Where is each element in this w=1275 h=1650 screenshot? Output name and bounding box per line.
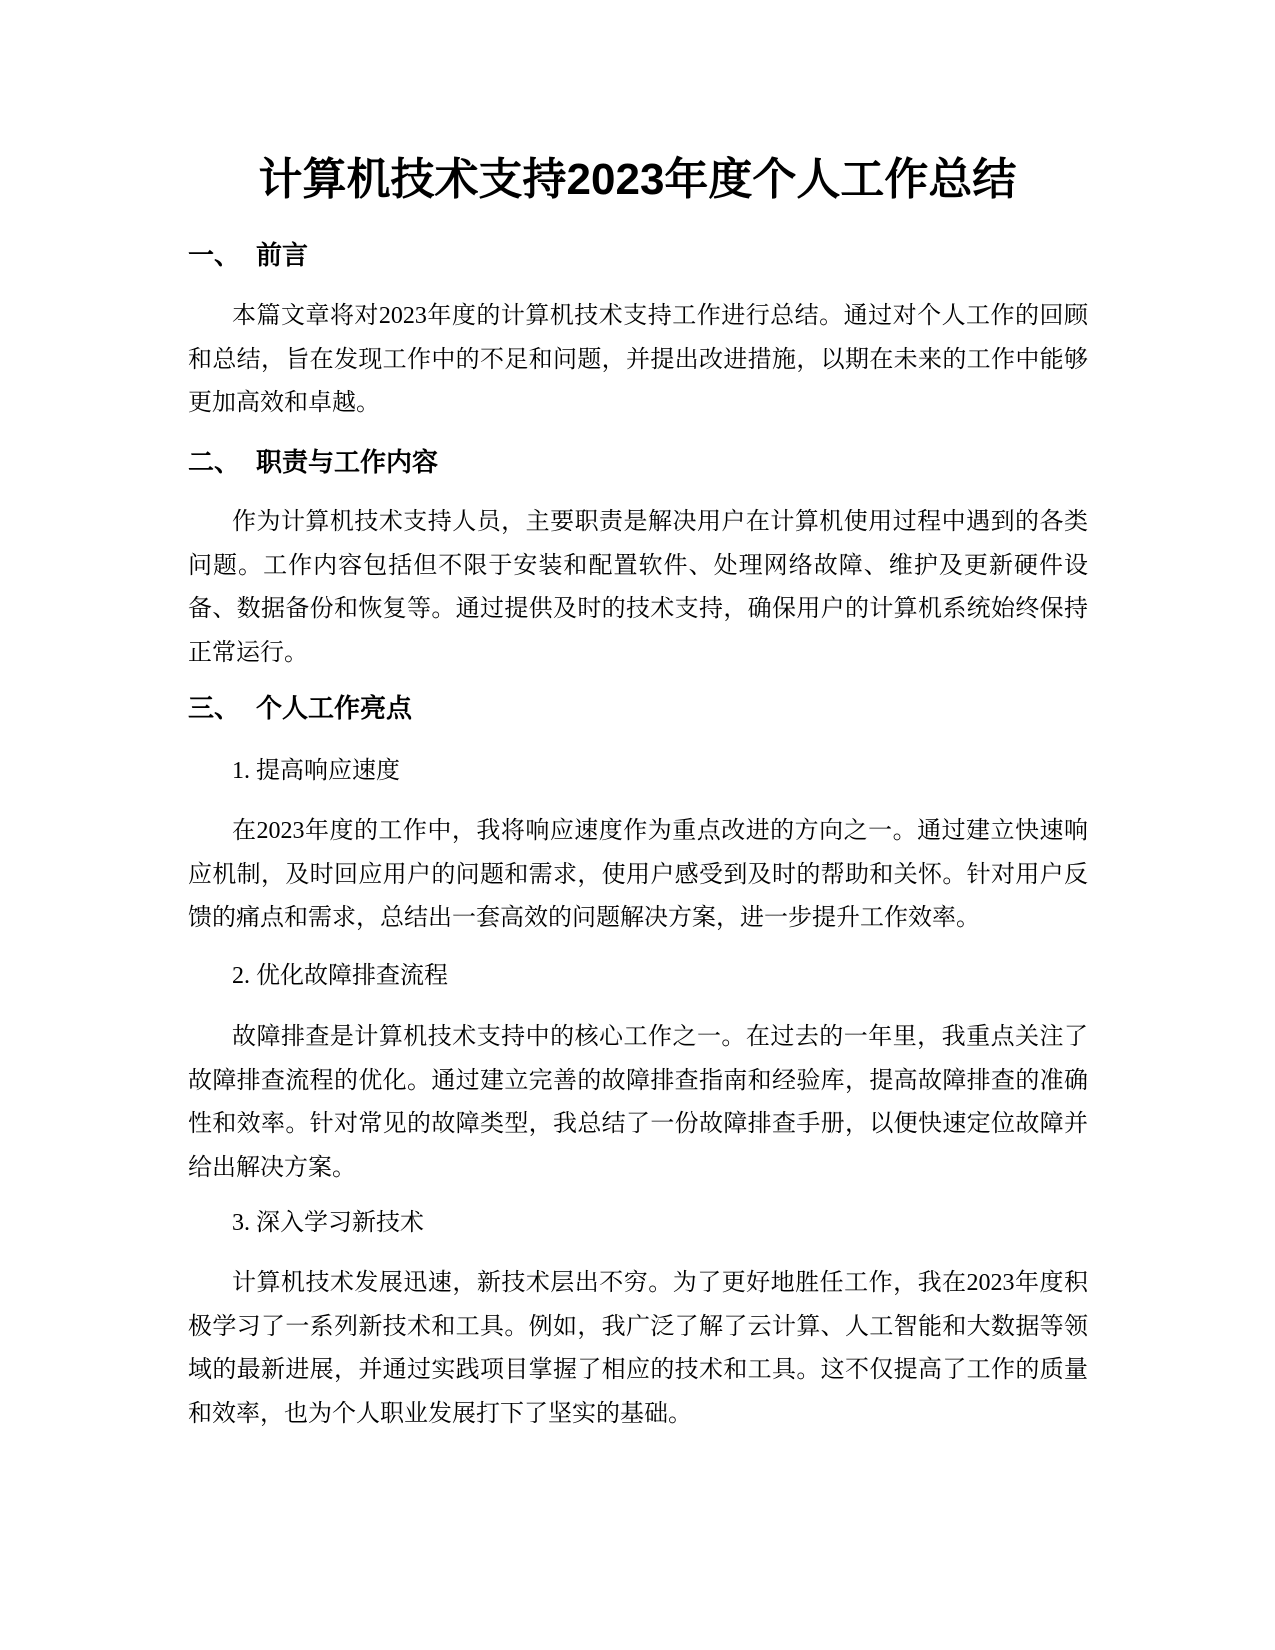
section-title: 个人工作亮点 — [256, 693, 413, 723]
document-title: 计算机技术支持2023年度个人工作总结 — [258, 155, 1017, 204]
list-item-label: 1. 提高响应速度 — [232, 758, 400, 784]
paragraph: 作为计算机技术支持人员，主要职责是解决用户在计算机使用过程中遇到的各类问题。工作内容包括但不限于安装和配置软件、处理网络故障、维护及更新硬件设备、数据备份和恢复等。通过提供及时的技术支持，确保用户的计算机系统始终保持正常运行。 — [188, 509, 1088, 666]
section-heading — [188, 691, 412, 725]
section-title: 职责与工作内容 — [256, 447, 439, 477]
section-heading — [188, 238, 308, 272]
paragraph: 计算机技术发展迅速，新技术层出不穷。为了更好地胜任工作，我在2023年度积极学习了一系列新技术和工具。例如，我广泛了解了云计算、人工智能和大数据等领域的最新进展，并通过实践项目掌握了相应的技术和工具。这不仅提高了工作的质量和效率，也为个人职业发展打下了坚实的基础。 — [188, 1270, 1088, 1427]
section-heading — [188, 445, 438, 479]
list-item-label: 3. 深入学习新技术 — [232, 1210, 424, 1236]
section-number: 一、 — [188, 240, 241, 270]
paragraph: 在2023年度的工作中，我将响应速度作为重点改进的方向之一。通过建立快速响应机制，及时回应用户的问题和需求，使用户感受到及时的帮助和关怀。针对用户反馈的痛点和需求，总结出一套高效的问题解决方案，进一步提升工作效率。 — [188, 818, 1088, 931]
paragraph: 本篇文章将对2023年度的计算机技术支持工作进行总结。通过对个人工作的回顾和总结，旨在发现工作中的不足和问题，并提出改进措施，以期在未来的工作中能够更加高效和卓越。 — [188, 303, 1088, 416]
paragraph: 故障排查是计算机技术支持中的核心工作之一。在过去的一年里，我重点关注了故障排查流程的优化。通过建立完善的故障排查指南和经验库，提高故障排查的准确性和效率。针对常见的故障类型，我总结了一份故障排查手册，以便快速定位故障并给出解决方案。 — [188, 1024, 1088, 1181]
section-number: 二、 — [188, 447, 241, 477]
list-item-label: 2. 优化故障排查流程 — [232, 963, 448, 989]
section-number: 三、 — [188, 693, 241, 723]
section-title: 前言 — [256, 240, 309, 270]
